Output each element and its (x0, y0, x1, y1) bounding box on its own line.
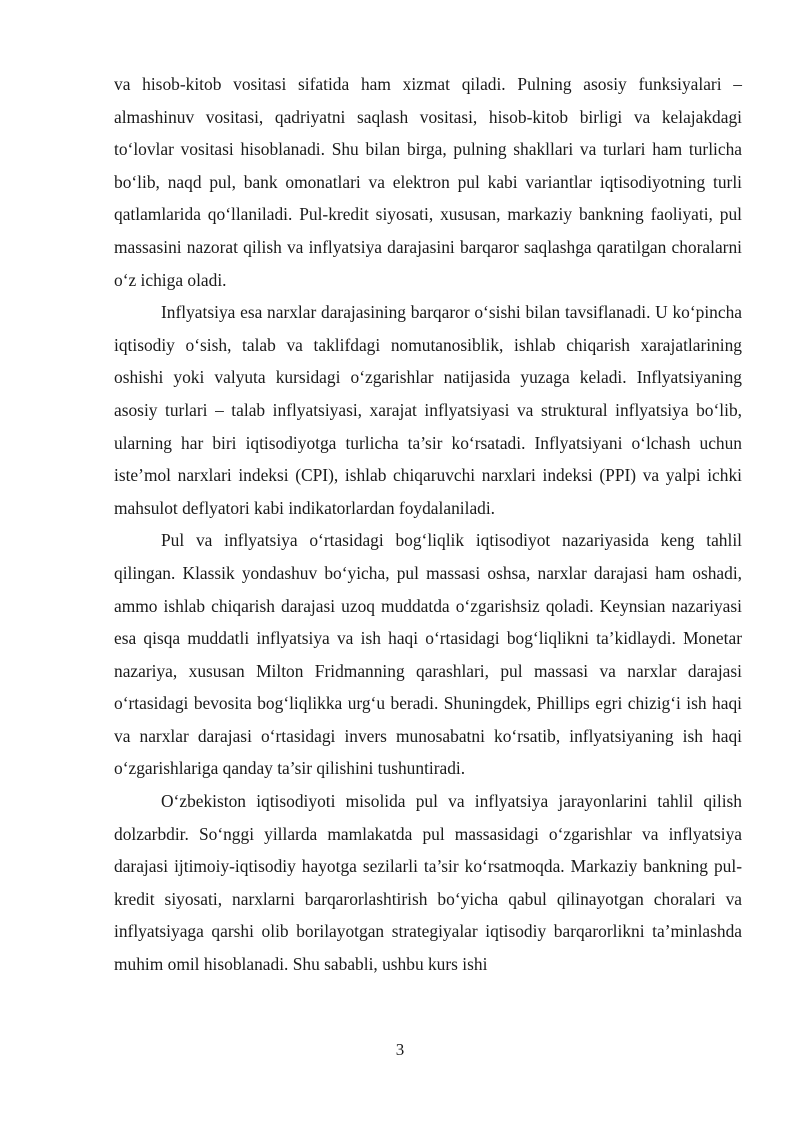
body-text (114, 68, 742, 981)
paragraph-inflation-definition: Inflyatsiya esa narxlar darajasining barqaror o‘sishi bilan tavsiflanadi. U ko‘pincha iqtisodiy o‘sish, talab va taklifdagi nomutanosiblik, ishlab chiqarish xarajatlarining oshishi yoki valyuta kursidagi o‘zgarishlar natijasida yuzaga keladi. Inflyatsiyaning asosiy turlari – talab inflyatsiyasi, xarajat inflyatsiyasi va struktural inflyatsiya bo‘lib, ularning har biri iqtisodiyotga turlicha ta’sir ko‘rsatadi. Inflyatsiyani o‘lchash uchun iste’mol narxlari indeksi (CPI), ishlab chiqaruvchi narxlari indeksi (PPI) va yalpi ichki mahsulot deflyatori kabi indikatorlardan foydalaniladi. (114, 302, 742, 518)
paragraph-uzbekistan-context: O‘zbekiston iqtisodiyoti misolida pul va inflyatsiya jarayonlarini tahlil qilish dolzarbdir. So‘nggi yillarda mamlakatda pul massasidagi o‘zgarishlar va inflyatsiya darajasi ijtimoiy-iqtisodiy hayotga sezilarli ta’sir ko‘rsatmoqda. Markaziy bankning pul-kredit siyosati, narxlarni barqarorlashtirish bo‘yicha qabul qilinayotgan choralari va inflyatsiyaga qarshi olib borilayotgan strategiyalar iqtisodiy barqarorlikni ta’minlashda muhim omil hisoblanadi. Shu sababli, ushbu kurs ishi (114, 791, 742, 975)
page-number: 3 (395, 1040, 405, 1059)
paragraph-money-functions: va hisob-kitob vositasi sifatida ham xizmat qiladi. Pulning asosiy funksiyalari – almashinuv vositasi, qadriyatni saqlash vositasi, hisob-kitob birligi va kelajakdagi to‘lovlar vositasi hisoblanadi. Shu bilan birga, pulning shakllari va turlari ham turlicha bo‘lib, naqd pul, bank omonatlari va elektron pul kabi variantlar iqtisodiyotning turli qatlamlarida qo‘llaniladi. Pul-kredit siyosati, xususan, markaziy bankning faoliyati, pul massasini nazorat qilish va inflyatsiya darajasini barqaror saqlashga qaratilgan choralarni o‘z ichiga oladi. (114, 74, 742, 290)
paragraph-money-inflation-theory: Pul va inflyatsiya o‘rtasidagi bog‘liqlik iqtisodiyot nazariyasida keng tahlil qilingan. Klassik yondashuv bo‘yicha, pul massasi oshsa, narxlar darajasi ham oshadi, ammo ishlab chiqarish darajasi uzoq muddatda o‘zgarishsiz qoladi. Keynsian nazariyasi esa qisqa muddatli inflyatsiya va ish haqi o‘rtasidagi bog‘liqlikni ta’kidlaydi. Monetar nazariya, xususan Milton Fridmanning qarashlari, pul massasi va narxlar darajasi o‘rtasidagi bevosita bog‘liqlikka urg‘u beradi. Shuningdek, Phillips egri chizig‘i ish haqi va narxlar darajasi o‘rtasidagi invers munosabatni ko‘rsatib, inflyatsiyaning ish haqi o‘zgarishlariga qanday ta’sir qilishini tushuntiradi. (114, 530, 742, 779)
